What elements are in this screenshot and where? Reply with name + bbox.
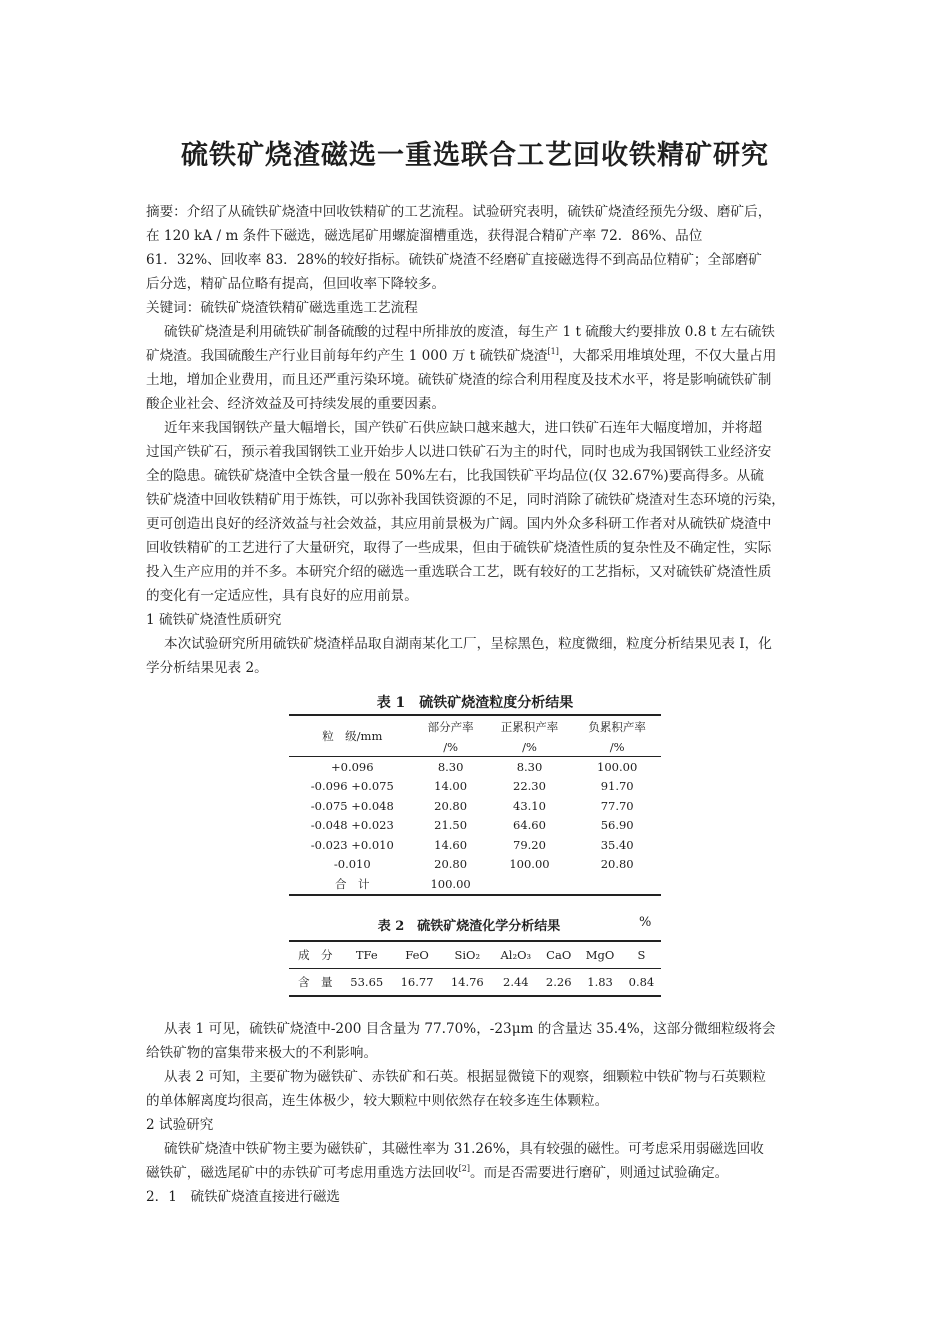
abstract-line: 61．32%、回收率 83．28%的较好指标。硫铁矿烧渣不经磨矿直接磁选得不到高品位精矿；全部磨矿 <box>146 252 762 268</box>
paragraph-line: 更可创造出良好的经济效益与社会效益，其应用前景极为广阔。国内外众多科研工作者对从硫铁矿烧渣中 <box>146 516 772 532</box>
table-header: 部分产率 <box>416 715 486 737</box>
table-cell: 1.83 <box>578 969 622 997</box>
table-row <box>289 796 661 816</box>
paragraph-line: 硫铁矿烧渣中铁矿物主要为磁铁矿，其磁性率为 31.26%，具有较强的磁性。可考虑采用弱磁选回收 <box>164 1141 764 1157</box>
table-2 <box>289 940 661 997</box>
table-header: S <box>622 941 661 969</box>
table-cell: 43.10 <box>513 798 546 813</box>
table-cell: -0.096 +0.075 <box>310 779 394 794</box>
paragraph-line: 回收铁精矿的工艺进行了大量研究，取得了一些成果，但由于硫铁矿烧渣性质的复杂性及不确定性，实际 <box>146 540 772 556</box>
table-header-unit: /% <box>416 737 486 757</box>
table-header-unit: /% <box>573 737 661 757</box>
table-cell: 8.30 <box>516 759 543 774</box>
table-row <box>289 816 661 836</box>
table-header: CaO <box>539 941 578 969</box>
table-cell: -0.048 +0.023 <box>310 818 394 833</box>
table-header: MgO <box>578 941 622 969</box>
section-heading: 2 试验研究 <box>146 1117 214 1133</box>
paragraph-line: 铁矿烧渣中回收铁精矿用于炼铁，可以弥补我国铁资源的不足，同时消除了硫铁矿烧渣对生态环境的污染， <box>146 492 785 508</box>
keywords: 关键词：硫铁矿烧渣铁精矿磁选重选工艺流程 <box>146 300 418 316</box>
table-cell: 2.44 <box>492 969 539 997</box>
abstract-line: 摘要：介绍了从硫铁矿烧渣中回收铁精矿的工艺流程。试验研究表明，硫铁矿烧渣经预先分级、磨矿后， <box>146 204 772 220</box>
table-1-caption: 表 1 硫铁矿烧渣粒度分析结果 <box>376 695 574 711</box>
table-cell: -0.010 <box>333 857 371 872</box>
paragraph-line: 给铁矿物的富集带来极大的不利影响。 <box>146 1045 378 1061</box>
paper-title: 硫铁矿烧渣磁选一重选联合工艺回收铁精矿研究 <box>181 140 769 171</box>
table-row <box>289 855 661 875</box>
paragraph-line: 近年来我国钢铁产量大幅增长，国产铁矿石供应缺口越来越大，进口铁矿石连年大幅度增加，并将超 <box>164 420 763 436</box>
table-cell: 含 量 <box>289 969 342 997</box>
table-row <box>289 941 661 969</box>
table-header: SiO₂ <box>442 941 492 969</box>
table-cell: 2.26 <box>539 969 578 997</box>
subsection-heading: 2．1 硫铁矿烧渣直接进行磁选 <box>146 1189 341 1205</box>
table-header: Al₂O₃ <box>492 941 539 969</box>
paragraph-line <box>146 1161 810 1185</box>
table-cell: 79.20 <box>513 837 546 852</box>
table-header: FeO <box>392 941 442 969</box>
table-cell: 20.80 <box>434 857 468 872</box>
abstract-line: 在 120 kA / m 条件下磁选，磁选尾矿用螺旋溜槽重选，获得混合精矿产率 72．86%、品位 <box>146 228 703 244</box>
table-cell: 21.50 <box>434 818 468 833</box>
paragraph-line: 本次试验研究所用硫铁矿烧渣样品取自湖南某化工厂，呈棕黑色，粒度微细，粒度分析结果见表 I，化 <box>164 636 772 652</box>
text-span: 。而是否需要进行磨矿，则通过试验确定。 <box>470 1165 729 1181</box>
table-cell: 56.90 <box>600 818 634 833</box>
table-cell: 合 计 <box>289 874 416 895</box>
text-span: ，大都采用堆填处理，不仅大量占用 <box>558 348 777 364</box>
text-span: 矿烧渣。我国硫酸生产行业目前每年约产生 1 000 万 t 硫铁矿烧渣 <box>146 348 548 364</box>
table-cell: 91.70 <box>600 779 634 794</box>
table-header: 负累积产率 <box>573 715 661 737</box>
text-span: 磁铁矿，磁选尾矿中的赤铁矿可考虑用重选方法回收 <box>146 1165 459 1181</box>
table-cell: 14.76 <box>442 969 492 997</box>
table-cell: -0.023 +0.010 <box>310 837 394 852</box>
table-cell: 35.40 <box>600 837 634 852</box>
table-row <box>289 874 661 895</box>
table-cell: 53.65 <box>342 969 392 997</box>
table-row <box>289 969 661 997</box>
table-2-caption: 表 2 硫铁矿烧渣化学分析结果 <box>377 919 561 934</box>
table-1 <box>289 714 661 896</box>
table-header: 粒 级/mm <box>289 715 416 757</box>
table-cell: 20.80 <box>434 798 468 813</box>
paragraph-line: 全的隐患。硫铁矿烧渣中全铁含量一般在 50%左右，比我国铁矿平均品位(仅 32.67%)要高得多。从硫 <box>146 468 764 484</box>
table-2-unit: % <box>639 915 652 930</box>
section-heading: 1 硫铁矿烧渣性质研究 <box>146 612 282 628</box>
table-row <box>289 835 661 855</box>
table-cell: 20.80 <box>600 857 634 872</box>
table-cell: 100.00 <box>509 857 550 872</box>
table-cell: 14.60 <box>434 837 468 852</box>
table-cell: +0.096 <box>331 759 374 774</box>
table-header: 正累积产率 <box>486 715 574 737</box>
paragraph-line: 过国产铁矿石，预示着我国钢铁工业开始步人以进口铁矿石为主的时代，同时也成为我国钢铁工业经济安 <box>146 444 772 460</box>
body-text-upper <box>146 200 810 680</box>
citation-ref: [1] <box>547 347 559 356</box>
paragraph-line: 从表 2 可知，主要矿物为磁铁矿、赤铁矿和石英。根据显微镜下的观察，细颗粒中铁矿物与石英颗粒 <box>164 1069 766 1085</box>
table-header: TFe <box>342 941 392 969</box>
table-cell: 8.30 <box>437 759 464 774</box>
table-cell: 0.84 <box>622 969 661 997</box>
citation-ref: [2] <box>458 1164 470 1173</box>
paragraph-line: 的单体解离度均很高，连生体极少，较大颗粒中则依然存在较多连生体颗粒。 <box>146 1093 609 1109</box>
table-cell: 77.70 <box>600 798 634 813</box>
paragraph-line: 投入生产应用的并不多。本研究介绍的磁选一重选联合工艺，既有较好的工艺指标，又对硫铁矿烧渣性质 <box>146 564 772 580</box>
table-header-unit: /% <box>486 737 574 757</box>
table-cell: -0.075 +0.048 <box>310 798 394 813</box>
table-row <box>289 777 661 797</box>
paragraph-line: 从表 1 可见，硫铁矿烧渣中-200 目含量为 77.70%，-23μm 的含量达 35.4%，这部分微细粒级将会 <box>164 1021 776 1037</box>
table-cell <box>486 874 574 895</box>
table-cell <box>573 874 661 895</box>
table-cell: 100.00 <box>416 874 486 895</box>
paragraph-line <box>146 344 810 368</box>
table-cell: 16.77 <box>392 969 442 997</box>
table-cell: 14.00 <box>434 779 468 794</box>
table-cell: 100.00 <box>597 759 638 774</box>
paragraph-line: 酸企业社会、经济效益及可持续发展的重要因素。 <box>146 396 446 412</box>
paragraph-line: 土地，增加企业费用，而且还严重污染环境。硫铁矿烧渣的综合利用程度及技术水平，将是影响硫铁矿制 <box>146 372 772 388</box>
table-row <box>289 757 661 777</box>
paragraph-line: 的变化有一定适应性，具有良好的应用前景。 <box>146 588 418 604</box>
body-text-lower <box>146 1017 810 1209</box>
paragraph-line: 硫铁矿烧渣是利用硫铁矿制备硫酸的过程中所排放的废渣，每生产 1 t 硫酸大约要排放 0.8 t 左右硫铁 <box>164 324 775 340</box>
table-header: 成 分 <box>289 941 342 969</box>
table-cell: 64.60 <box>513 818 546 833</box>
paragraph-line: 学分析结果见表 2。 <box>146 660 268 676</box>
table-cell: 22.30 <box>513 779 546 794</box>
abstract-line: 后分选，精矿品位略有提高，但回收率下降较多。 <box>146 276 446 292</box>
